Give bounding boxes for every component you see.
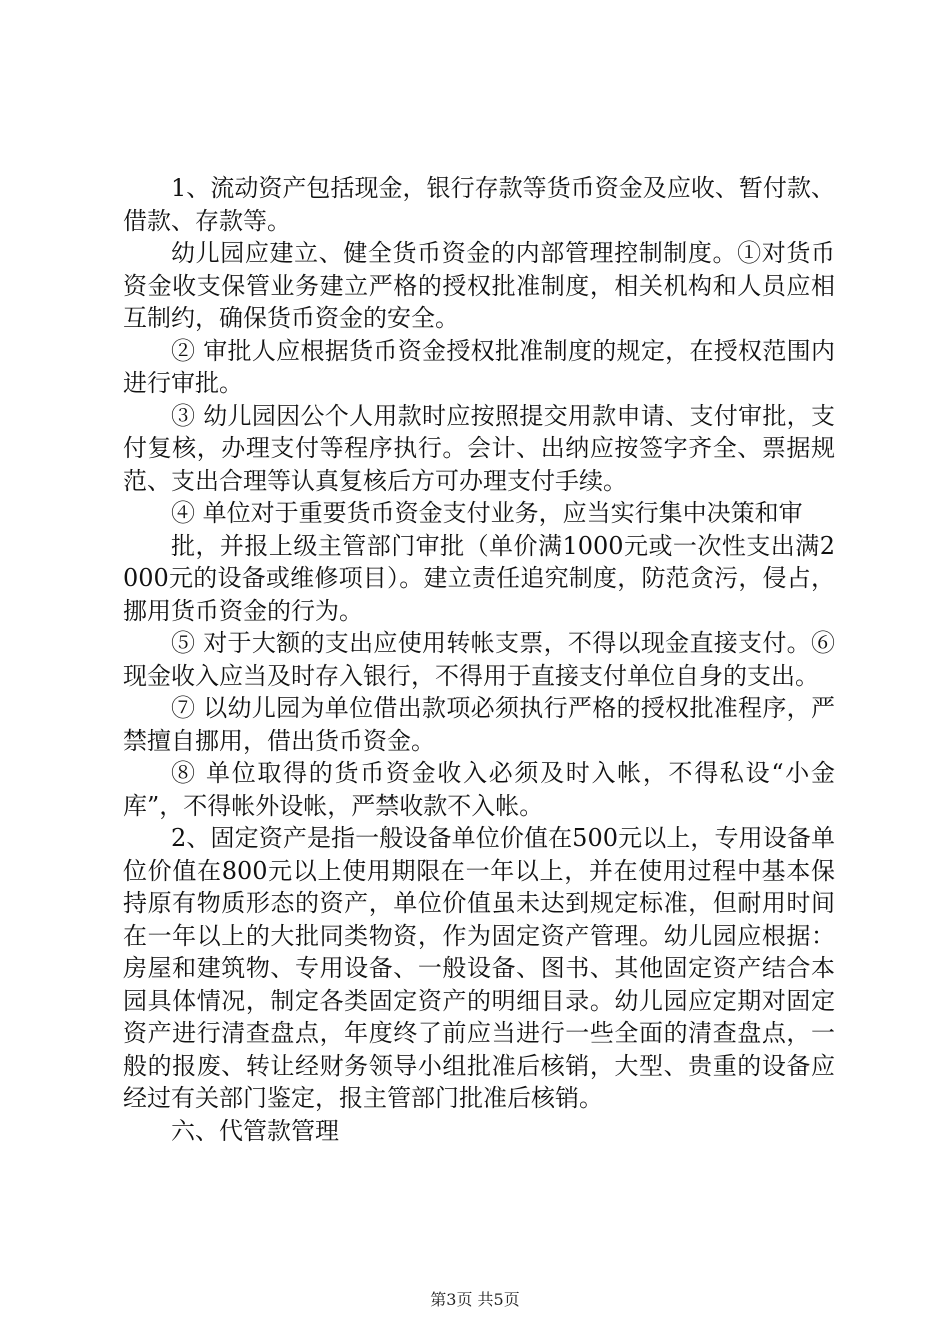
- page-number-footer: 第3页 共5页: [430, 1290, 520, 1309]
- paragraph-transfer-cheque: ⑤ 对于大额的支出应使用转帐支票，不得以现金直接支付。⑥现金收入应当及时存入银行，不得用于直接支付单位自身的支出。: [123, 629, 835, 690]
- paragraph-payment-procedure: ③ 幼儿园因公个人用款时应按照提交用款申请、支付审批，支付复核，办理支付等程序执行。会计、出纳应按签字齐全、票据规范、支出合理等认真复核后方可办理支付手续。: [123, 401, 835, 495]
- paragraph-cash-control: 幼儿园应建立、健全货币资金的内部管理控制制度。①对货币资金收支保管业务建立严格的授权批准制度，相关机构和人员应相互制约，确保货币资金的安全。: [123, 239, 835, 332]
- section-heading-custody-funds: 六、代管款管理: [171, 1116, 339, 1145]
- paragraph-lending-funds: ⑦ 以幼儿园为单位借出款项必须执行严格的授权批准程序，严禁擅自挪用，借出货币资金。: [123, 694, 835, 755]
- paragraph-collective-decision: ④ 单位对于重要货币资金支付业务，应当实行集中决策和审: [171, 499, 803, 527]
- document-body: [123, 172, 835, 1147]
- paragraph-superior-approval: 批，并报上级主管部门审批（单价满1000元或一次性支出满2000元的设备或维修项目）。建立责任追究制度，防范贪污，侵占，挪用货币资金的行为。: [123, 531, 835, 625]
- paragraph-approval-scope: ② 审批人应根据货币资金授权批准制度的规定，在授权范围内进行审批。: [123, 336, 835, 397]
- paragraph-fixed-assets: 2、固定资产是指一般设备单位价值在500元以上，专用设备单位价值在800元以上使用期限在一年以上，并在使用过程中基本保持原有物质形态的资产，单位价值虽未达到规定标准，但耐用时间在一年以上的大批同类物资，作为固定资产管理。幼儿园应根据：房屋和建筑物、专用设备、一般设备、图书、其他固定资产结合本园具体情况，制定各类固定资产的明细目录。幼儿园应定期对固定资产进行清查盘点，年度终了前应当进行一些全面的清查盘点，一般的报废、转让经财务领导小组批准后核销，大型、贵重的设备应经过有关部门鉴定，报主管部门批准后核销。: [123, 824, 835, 1112]
- paragraph-income-booking: ⑧ 单位取得的货币资金收入必须及时入帐，不得私设“小金库”，不得帐外设帐，严禁收款不入帐。: [123, 759, 835, 820]
- paragraph-current-assets: 1、流动资产包括现金，银行存款等货币资金及应收、暂付款、借款、存款等。: [123, 174, 835, 235]
